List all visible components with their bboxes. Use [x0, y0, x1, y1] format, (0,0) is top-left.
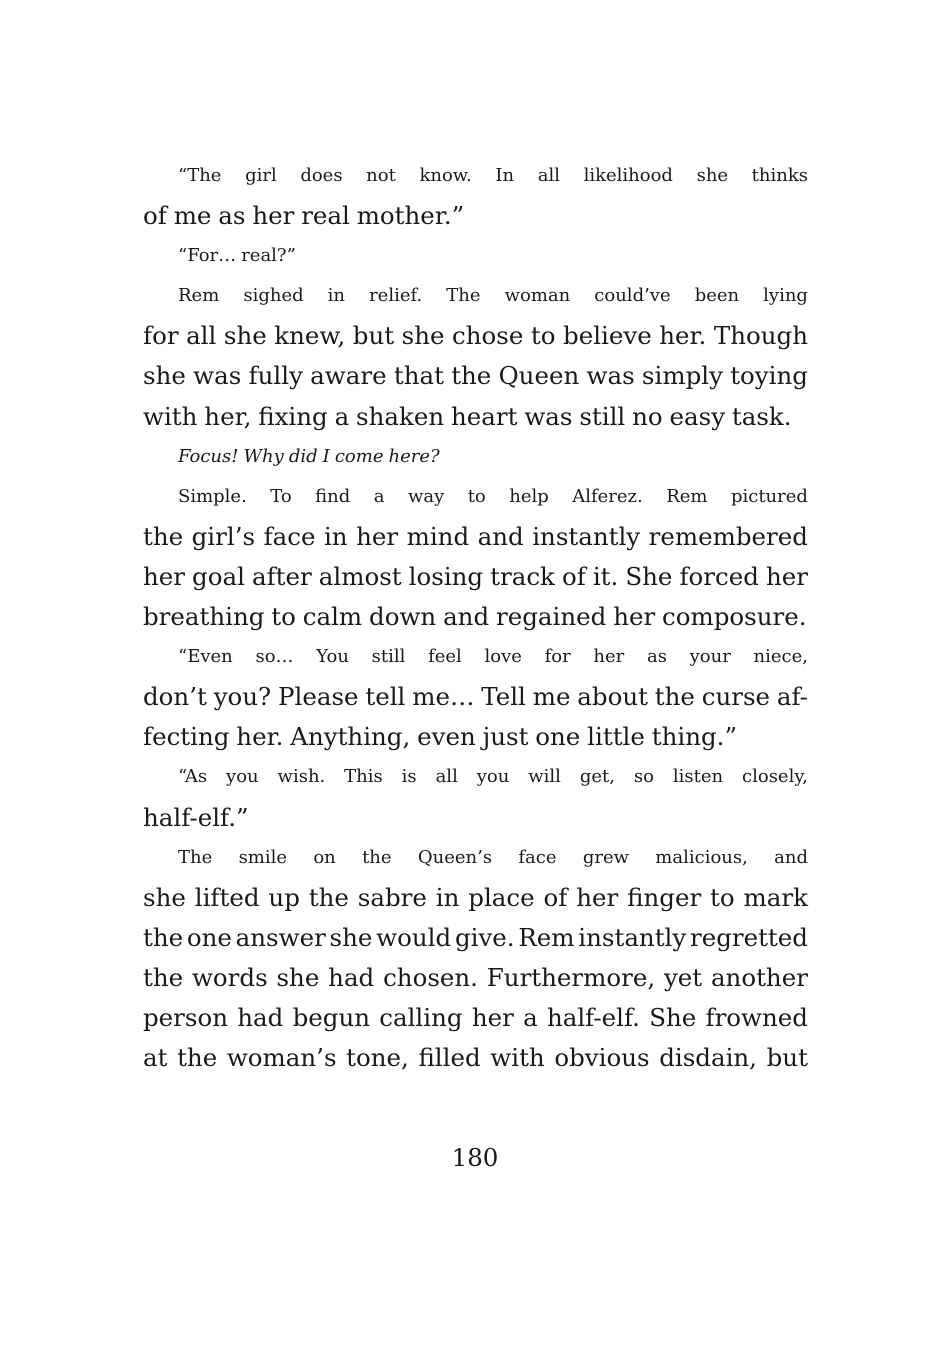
word: person	[143, 1002, 228, 1032]
word: was	[524, 401, 573, 431]
word: with	[143, 401, 198, 431]
word: her	[471, 1002, 514, 1032]
word: to	[467, 485, 486, 507]
word: your	[689, 646, 731, 668]
text-line	[143, 717, 808, 757]
word: her,	[204, 401, 252, 431]
word: was	[193, 361, 242, 391]
word: believe	[563, 321, 652, 351]
word: instantly	[532, 521, 641, 551]
word: remembered	[648, 521, 808, 551]
word: not	[366, 165, 396, 186]
word: frowned	[705, 1002, 808, 1032]
word: come	[334, 445, 384, 467]
word: for	[544, 646, 571, 668]
word: almost	[318, 561, 402, 591]
word: Why	[243, 445, 284, 467]
word: the	[143, 922, 184, 952]
word: mother.”	[356, 201, 465, 231]
word: heart	[451, 401, 518, 431]
word: was	[586, 361, 635, 391]
word: the	[143, 962, 184, 992]
word: shaken	[356, 401, 445, 431]
word: the	[143, 521, 184, 551]
word: face	[263, 521, 316, 551]
word: tone,	[346, 1043, 409, 1073]
word: toying	[730, 361, 808, 391]
word: her.	[659, 321, 707, 351]
word: listen	[672, 766, 724, 788]
word: to	[710, 882, 735, 912]
word: fully	[248, 361, 303, 391]
word: a	[334, 401, 350, 431]
word: track	[490, 561, 555, 591]
page-number: 180	[451, 1143, 499, 1172]
word: does	[300, 165, 343, 186]
word: her	[765, 561, 808, 591]
text-line	[143, 677, 808, 717]
word: did	[288, 445, 318, 467]
word: knew,	[274, 321, 346, 351]
word: girl	[245, 165, 277, 186]
word: “As	[178, 766, 208, 788]
word: help	[509, 485, 549, 507]
word: give.	[454, 922, 515, 952]
word: half-elf.	[546, 1002, 640, 1032]
word: to	[530, 321, 556, 351]
word: simply	[641, 361, 723, 391]
word: up	[268, 882, 300, 912]
word: she	[143, 361, 186, 391]
word: don’t	[143, 682, 207, 712]
word: you	[476, 766, 510, 788]
word: all	[537, 165, 560, 186]
word: so…	[255, 646, 294, 668]
word: little	[587, 722, 645, 752]
word: her.	[236, 722, 284, 752]
word: she	[276, 962, 320, 992]
text-line	[143, 517, 808, 557]
page-body	[143, 156, 808, 1078]
text-line	[143, 236, 808, 276]
word: she	[143, 882, 186, 912]
word: fecting	[143, 722, 230, 752]
word: get,	[579, 766, 615, 788]
word: Rem	[178, 285, 220, 307]
word: words	[191, 962, 268, 992]
word: Queen	[498, 361, 580, 391]
word: Furthermore,	[486, 962, 656, 992]
word: feel	[428, 646, 462, 668]
word: girl’s	[191, 521, 256, 551]
word: real	[301, 201, 350, 231]
word: woman’s	[226, 1043, 337, 1073]
text-line	[143, 998, 808, 1038]
word: me	[173, 201, 212, 231]
word: breathing	[143, 602, 265, 632]
word: in	[435, 882, 460, 912]
word: Though	[713, 321, 808, 351]
word: Simple.	[178, 485, 247, 507]
word: her	[356, 521, 399, 551]
word: filled	[418, 1043, 481, 1073]
word: af-	[776, 682, 808, 712]
word: know.	[419, 165, 472, 186]
word: fixing	[258, 401, 328, 431]
text-line	[143, 276, 808, 316]
word: regretted	[689, 922, 808, 952]
word: mind	[406, 521, 470, 551]
word: so	[633, 766, 654, 788]
word: I	[322, 445, 330, 467]
word: the	[308, 882, 349, 912]
word: another	[710, 962, 808, 992]
word: one	[186, 922, 232, 952]
word: disdain,	[659, 1043, 757, 1073]
word: The	[446, 285, 481, 307]
word: had	[328, 962, 375, 992]
text-line	[143, 1038, 808, 1078]
word: for	[143, 321, 179, 351]
word: losing	[408, 561, 484, 591]
word: on	[313, 846, 336, 868]
word: She	[649, 1002, 697, 1032]
word: of	[143, 201, 167, 231]
word: love	[484, 646, 522, 668]
word: her	[593, 646, 625, 668]
word: would	[376, 922, 452, 952]
word: it.	[592, 561, 619, 591]
word: yet	[663, 962, 703, 992]
word: you	[226, 766, 259, 788]
word: a	[523, 1002, 538, 1032]
word: her	[143, 561, 185, 591]
text-line	[143, 316, 808, 356]
word: easy	[669, 401, 726, 431]
word: will	[528, 766, 561, 788]
text-line	[143, 477, 808, 517]
word: even	[417, 722, 476, 752]
word: Rem	[518, 922, 575, 952]
word: closely,	[742, 766, 808, 788]
word: been	[694, 285, 740, 307]
word: Tell	[481, 682, 526, 712]
word: of	[543, 882, 568, 912]
word: regained	[496, 602, 607, 632]
word: you?	[213, 682, 272, 712]
word: sabre	[357, 882, 427, 912]
word: chose	[452, 321, 524, 351]
word: one	[535, 722, 581, 752]
italic-thought-line	[143, 437, 808, 477]
word: lifted	[194, 882, 260, 912]
word: In	[495, 165, 515, 186]
word: in	[323, 521, 348, 551]
word: Rem	[666, 485, 708, 507]
word: thing.”	[651, 722, 737, 752]
word: relief.	[369, 285, 423, 307]
word: She	[625, 561, 673, 591]
word: composure.	[662, 602, 807, 632]
word: real?”	[241, 245, 296, 267]
word: down	[369, 602, 437, 632]
word: “The	[178, 165, 222, 186]
word: smile	[238, 846, 288, 868]
text-line	[143, 156, 808, 196]
word: still	[579, 401, 626, 431]
word: lying	[763, 285, 808, 307]
word: about	[577, 682, 648, 712]
word: calling	[379, 1002, 463, 1032]
word: thinks	[751, 165, 808, 186]
word: here?	[388, 445, 440, 467]
word: goal	[192, 561, 245, 591]
text-line	[143, 597, 808, 637]
word: still	[371, 646, 406, 668]
text-line	[143, 637, 808, 677]
word: all	[435, 766, 458, 788]
word: The	[178, 846, 213, 868]
word: no	[632, 401, 663, 431]
text-line	[143, 757, 808, 797]
word: chosen.	[383, 962, 478, 992]
text-line	[143, 397, 808, 437]
word: half-elf.”	[143, 802, 249, 832]
word: Queen’s	[417, 846, 493, 868]
word: she	[329, 922, 373, 952]
word: me…	[412, 682, 475, 712]
word: the	[654, 682, 695, 712]
word: This	[344, 766, 383, 788]
word: is	[401, 766, 417, 788]
word: place	[468, 882, 535, 912]
word: she	[401, 321, 445, 351]
word: she	[696, 165, 729, 186]
word: likelihood	[583, 165, 673, 186]
word: task.	[731, 401, 792, 431]
text-line	[143, 356, 808, 396]
word: Focus!	[178, 445, 239, 467]
word: to	[271, 602, 296, 632]
word: woman	[504, 285, 571, 307]
word: answer	[235, 922, 326, 952]
word: the	[177, 1043, 218, 1073]
word: that	[393, 361, 444, 391]
word: “For…	[178, 245, 237, 267]
word: pictured	[730, 485, 808, 507]
text-line	[143, 798, 808, 838]
word: malicious,	[655, 846, 748, 868]
word: as	[646, 646, 667, 668]
word: “Even	[178, 646, 233, 668]
word: obvious	[554, 1043, 650, 1073]
word: at	[143, 1043, 168, 1073]
word: had	[237, 1002, 284, 1032]
word: but	[352, 321, 395, 351]
word: her	[613, 602, 656, 632]
word: just	[482, 722, 529, 752]
word: me	[532, 682, 571, 712]
word: face	[518, 846, 557, 868]
word: forced	[679, 561, 759, 591]
word: in	[327, 285, 346, 307]
word: her	[252, 201, 295, 231]
word: she	[223, 321, 267, 351]
word: niece,	[753, 646, 808, 668]
word: way	[407, 485, 445, 507]
word: finger	[627, 882, 702, 912]
word: her	[576, 882, 619, 912]
word: and	[443, 602, 490, 632]
word: and	[477, 521, 524, 551]
word: all	[186, 321, 217, 351]
word: You	[316, 646, 349, 668]
word: tell	[365, 682, 406, 712]
word: grew	[582, 846, 629, 868]
word: after	[251, 561, 312, 591]
word: aware	[310, 361, 387, 391]
word: could’ve	[594, 285, 671, 307]
word: and	[774, 846, 808, 868]
word: but	[766, 1043, 808, 1073]
text-line	[143, 557, 808, 597]
text-line	[143, 958, 808, 998]
word: with	[490, 1043, 545, 1073]
word: sighed	[243, 285, 304, 307]
word: instantly	[578, 922, 687, 952]
word: Anything,	[290, 722, 411, 752]
word: mark	[743, 882, 808, 912]
word: begun	[292, 1002, 371, 1032]
text-line	[143, 838, 808, 878]
word: of	[561, 561, 586, 591]
word: wish.	[277, 766, 326, 788]
text-line	[143, 878, 808, 918]
word: a	[373, 485, 385, 507]
text-line	[143, 918, 808, 958]
word: as	[218, 201, 246, 231]
word: Please	[278, 682, 359, 712]
word: find	[315, 485, 351, 507]
word: the	[362, 846, 392, 868]
word: calm	[302, 602, 363, 632]
word: curse	[701, 682, 771, 712]
word: Alferez.	[572, 485, 643, 507]
word: To	[270, 485, 292, 507]
text-line	[143, 196, 808, 236]
word: the	[451, 361, 492, 391]
